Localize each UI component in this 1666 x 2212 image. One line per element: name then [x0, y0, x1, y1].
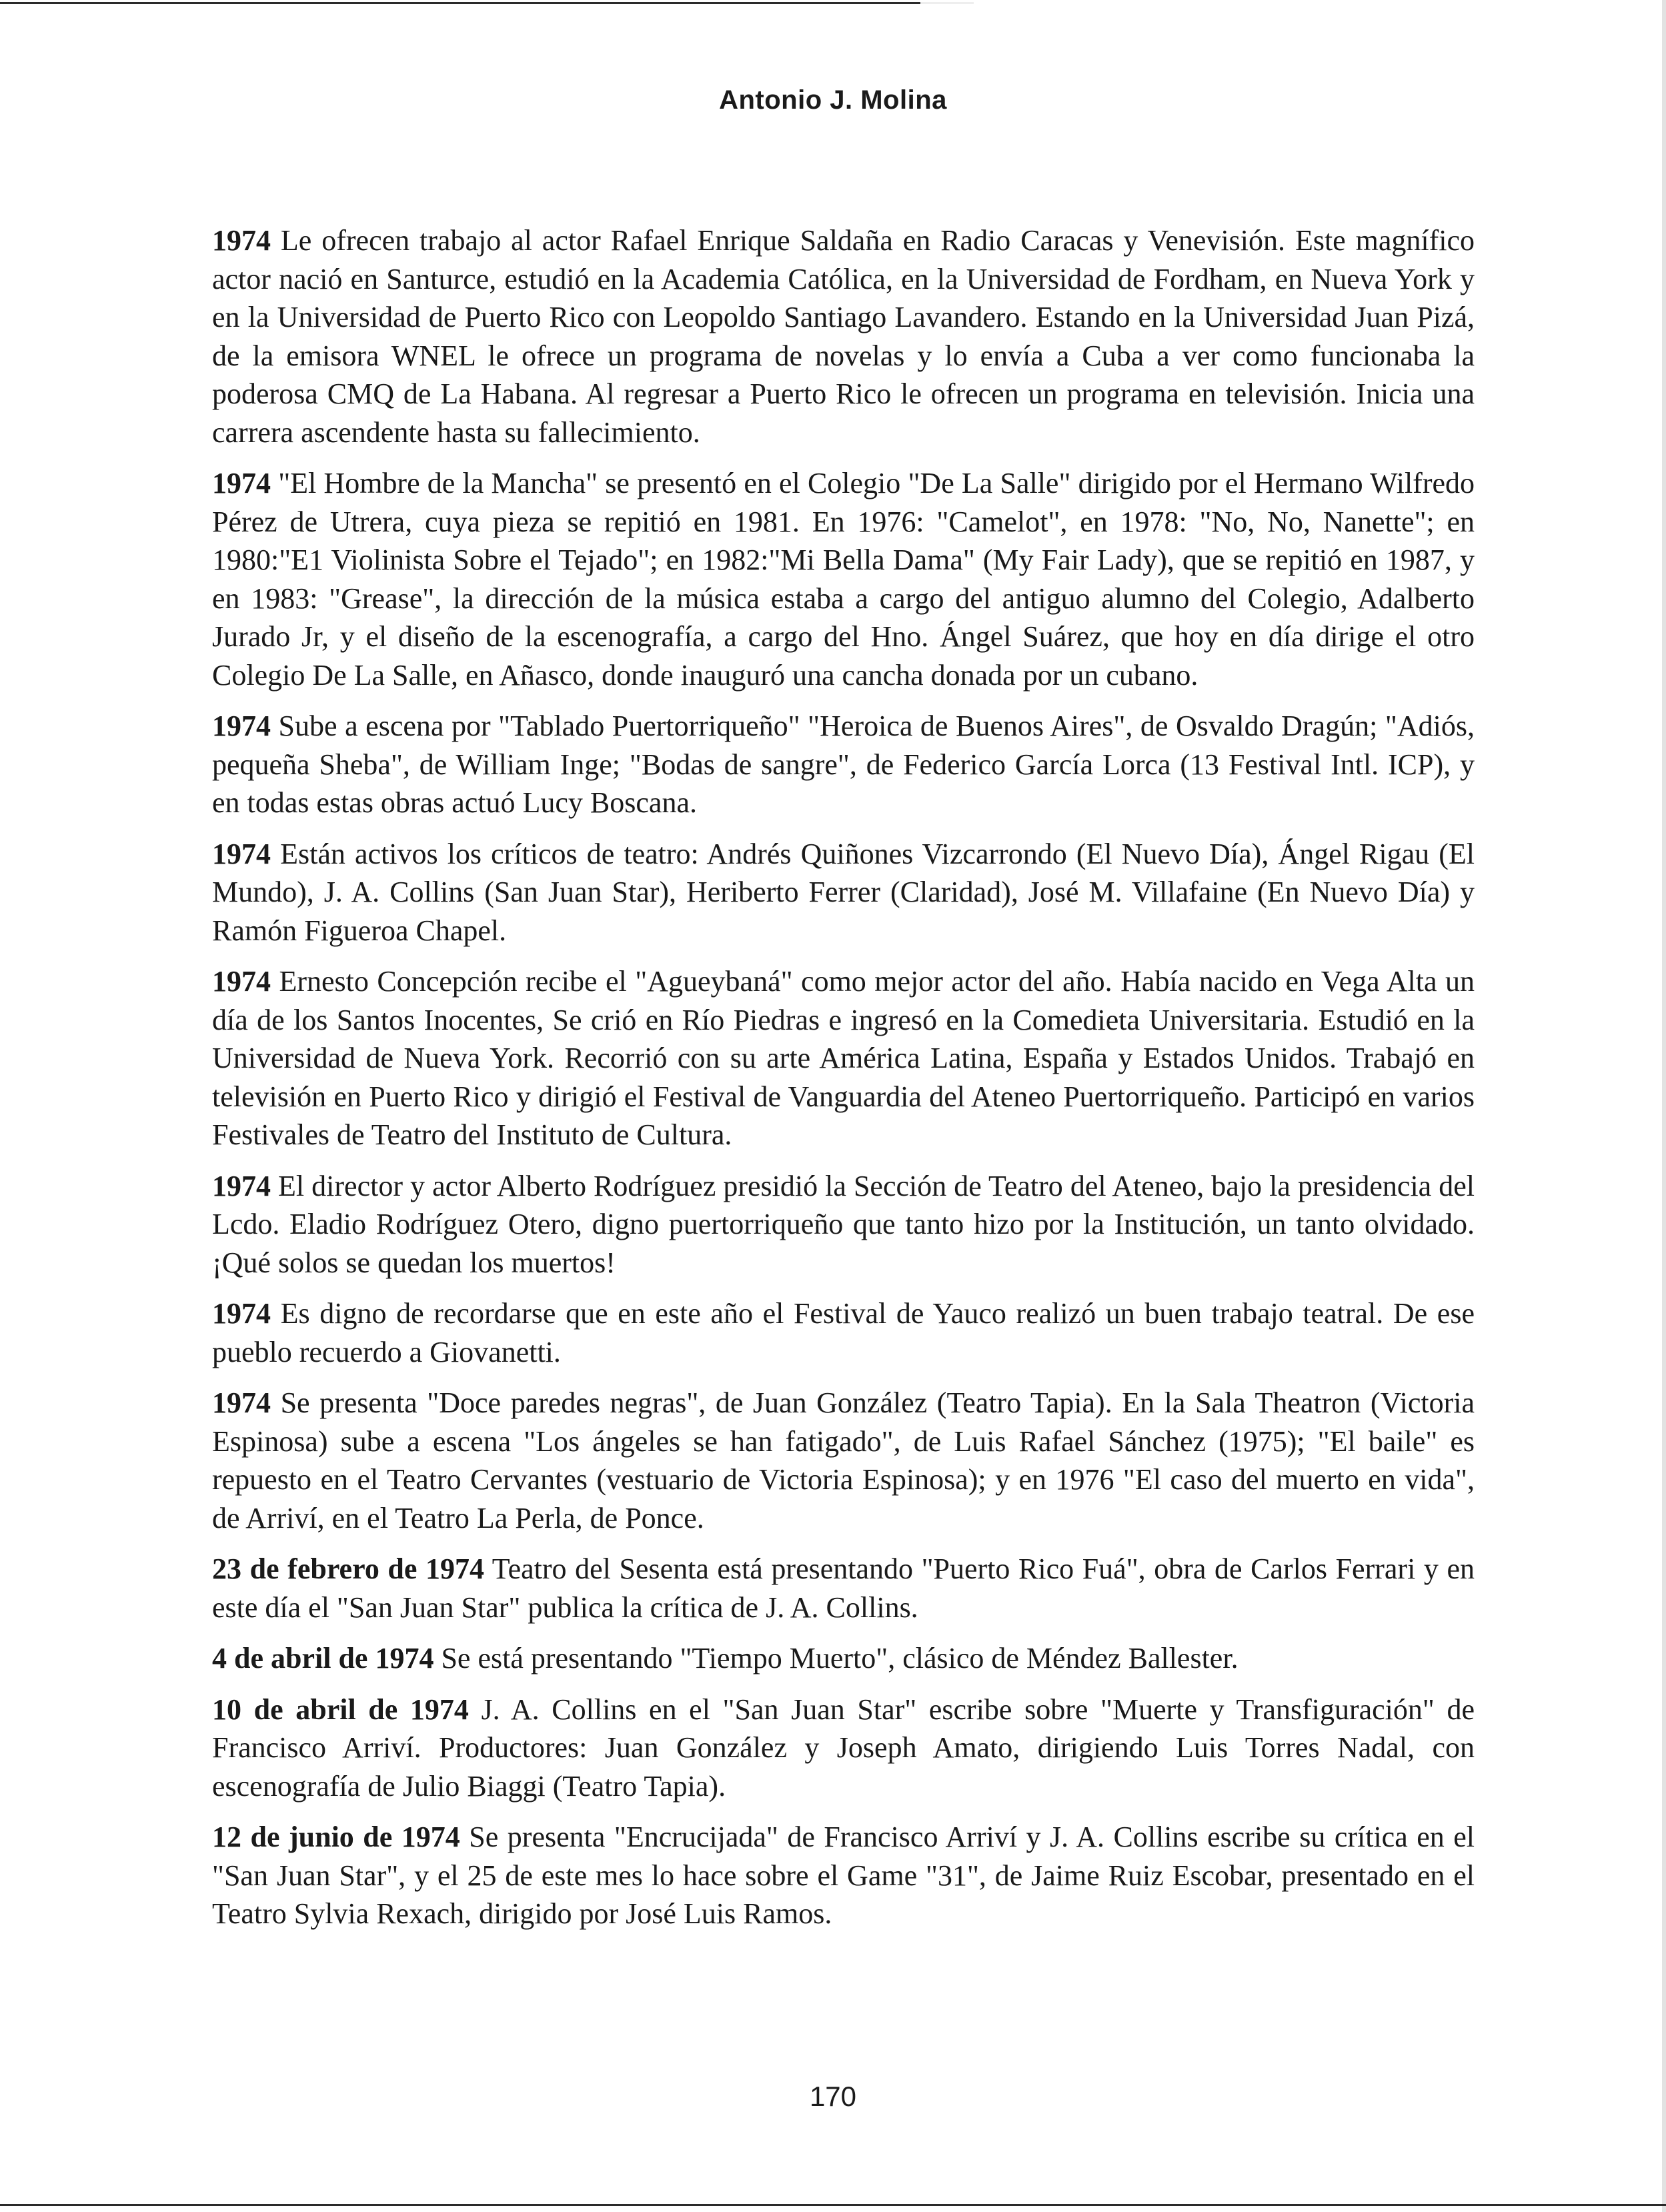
chronology-entry [212, 707, 1475, 822]
running-header-author: Antonio J. Molina [719, 85, 947, 115]
top-scan-rule [0, 2, 920, 4]
entry-text: Sube a escena por "Tablado Puertorriqueño" "Heroica de Buenos Aires", de Osvaldo Dragún; "Adiós, pequeña Sheba", de William Inge; "Bodas de sangre", de Federico García Lorca (13 Festival Intl. ICP), y en todas estas obras actuó Lucy Boscana. [212, 710, 1475, 819]
entry-text: Teatro del Sesenta está presentando "Puerto Rico Fuá", obra de Carlos Ferrari y en este día el "San Juan Star" publica la crítica de J. A. Collins. [212, 1552, 1475, 1624]
bottom-scan-rule [0, 2204, 1666, 2206]
entry-date: 1974 [212, 224, 271, 257]
entry-text: Se presenta "Encrucijada" de Francisco Arriví y J. A. Collins escribe su crítica en el "San Juan Star", y el 25 de este mes lo hace sobre el Game "31", de Jaime Ruiz Escobar, presentado en el Teatro Sylvia Rexach, dirigido por José Luis Ramos. [212, 1821, 1475, 1930]
entry-text: "El Hombre de la Mancha" se presentó en el Colegio "De La Salle" dirigido por el Hermano Wilfredo Pérez de Utrera, cuya pieza se repitió en 1981. En 1976: "Camelot", en 1978: "No, No, Nanette"; en 1980:"E1 Violinista Sobre el Tejado"; en 1982:"Mi Bella Dama" (My Fair Lady), que se repitió en 1987, y en 1983: "Grease", la dirección de la música estaba a cargo del antiguo alumno del Colegio, Adalberto Jurado Jr, y el diseño de la escenografía, a cargo del Hno. Ángel Suárez, que hoy en día dirige el otro Colegio De La Salle, en Añasco, donde inauguró una cancha donada por un cubano. [212, 467, 1475, 692]
page-number: 170 [809, 2081, 857, 2112]
chronology-entry [212, 221, 1475, 451]
entry-date: 1974 [212, 1386, 271, 1419]
chronology-entry [212, 1691, 1475, 1806]
entry-date: 1974 [212, 467, 271, 499]
entry-text: El director y actor Alberto Rodríguez presidió la Sección de Teatro del Ateneo, bajo la presidencia del Lcdo. Eladio Rodríguez Otero, digno puertorriqueño que tanto hizo por la Institución, un tanto olvidado. ¡Qué solos se quedan los muertos! [212, 1169, 1475, 1279]
entry-date: 10 de abril de 1974 [212, 1693, 469, 1726]
entry-date: 1974 [212, 1169, 271, 1202]
chronology-entry [212, 1550, 1475, 1626]
chronology-entry [212, 1294, 1475, 1371]
entry-text: Ernesto Concepción recibe el "Agueybaná" como mejor actor del año. Había nacido en Vega Alta un día de los Santos Inocentes, Se crió en Río Piedras e ingresó en la Comedieta Universitaria. Estudió en la Universidad de Nueva York. Recorrió con su arte América Latina, España y Estados Unidos. Trabajó en televisión en Puerto Rico y dirigió el Festival de Vanguardia del Ateneo Puertorriqueño. Participó en varios Festivales de Teatro del Instituto de Cultura. [212, 965, 1475, 1151]
entry-text: Se está presentando "Tiempo Muerto", clásico de Méndez Ballester. [441, 1642, 1238, 1675]
chronology-entry [212, 962, 1475, 1154]
entry-text: Están activos los críticos de teatro: Andrés Quiñones Vizcarrondo (El Nuevo Día), Ángel Rigau (El Mundo), J. A. Collins (San Juan Star), Heriberto Ferrer (Claridad), José M. Villafaine (En Nuevo Día) y Ramón Figueroa Chapel. [212, 837, 1475, 947]
entry-text: Se presenta "Doce paredes negras", de Juan González (Teatro Tapia). En la Sala Theatron (Victoria Espinosa) sube a escena "Los ángeles se han fatigado", de Luis Rafael Sánchez (1975); "El baile" es repuesto en el Teatro Cervantes (vestuario de Victoria Espinosa); y en 1976 "El caso del muerto en vida", de Arriví, en el Teatro La Perla, de Ponce. [212, 1386, 1475, 1534]
entry-date: 4 de abril de 1974 [212, 1642, 434, 1675]
page-edge-shadow [1662, 0, 1666, 2212]
chronology-entry [212, 1167, 1475, 1282]
entry-date: 1974 [212, 1297, 271, 1330]
chronology-entry [212, 1639, 1475, 1678]
entry-date: 1974 [212, 837, 271, 870]
chronology-entry [212, 1818, 1475, 1933]
entry-text: Es digno de recordarse que en este año el Festival de Yauco realizó un buen trabajo teatral. De ese pueblo recuerdo a Giovanetti. [212, 1297, 1475, 1368]
chronology-entry [212, 835, 1475, 950]
entry-date: 23 de febrero de 1974 [212, 1552, 484, 1585]
chronology-text [212, 221, 1475, 1946]
entry-date: 12 de junio de 1974 [212, 1821, 460, 1853]
chronology-entry [212, 464, 1475, 694]
chronology-entry [212, 1384, 1475, 1537]
entry-date: 1974 [212, 965, 271, 998]
entry-date: 1974 [212, 710, 271, 742]
entry-text: Le ofrecen trabajo al actor Rafael Enrique Saldaña en Radio Caracas y Venevisión. Este magnífico actor nació en Santurce, estudió en la Academia Católica, en la Universidad de Fordham, en Nueva York y en la Universidad de Puerto Rico con Leopoldo Santiago Lavandero. Estando en la Universidad Juan Pizá, de la emisora WNEL le ofrece un programa de novelas y lo envía a Cuba a ver como funcionaba la poderosa CMQ de La Habana. Al regresar a Puerto Rico le ofrecen un programa en televisión. Inicia una carrera ascendente hasta su fallecimiento. [212, 224, 1475, 449]
entry-text: J. A. Collins en el "San Juan Star" escribe sobre "Muerte y Transfiguración" de Francisco Arriví. Productores: Juan González y Joseph Amato, dirigiendo Luis Torres Nadal, con escenografía de Julio Biaggi (Teatro Tapia). [212, 1693, 1475, 1803]
